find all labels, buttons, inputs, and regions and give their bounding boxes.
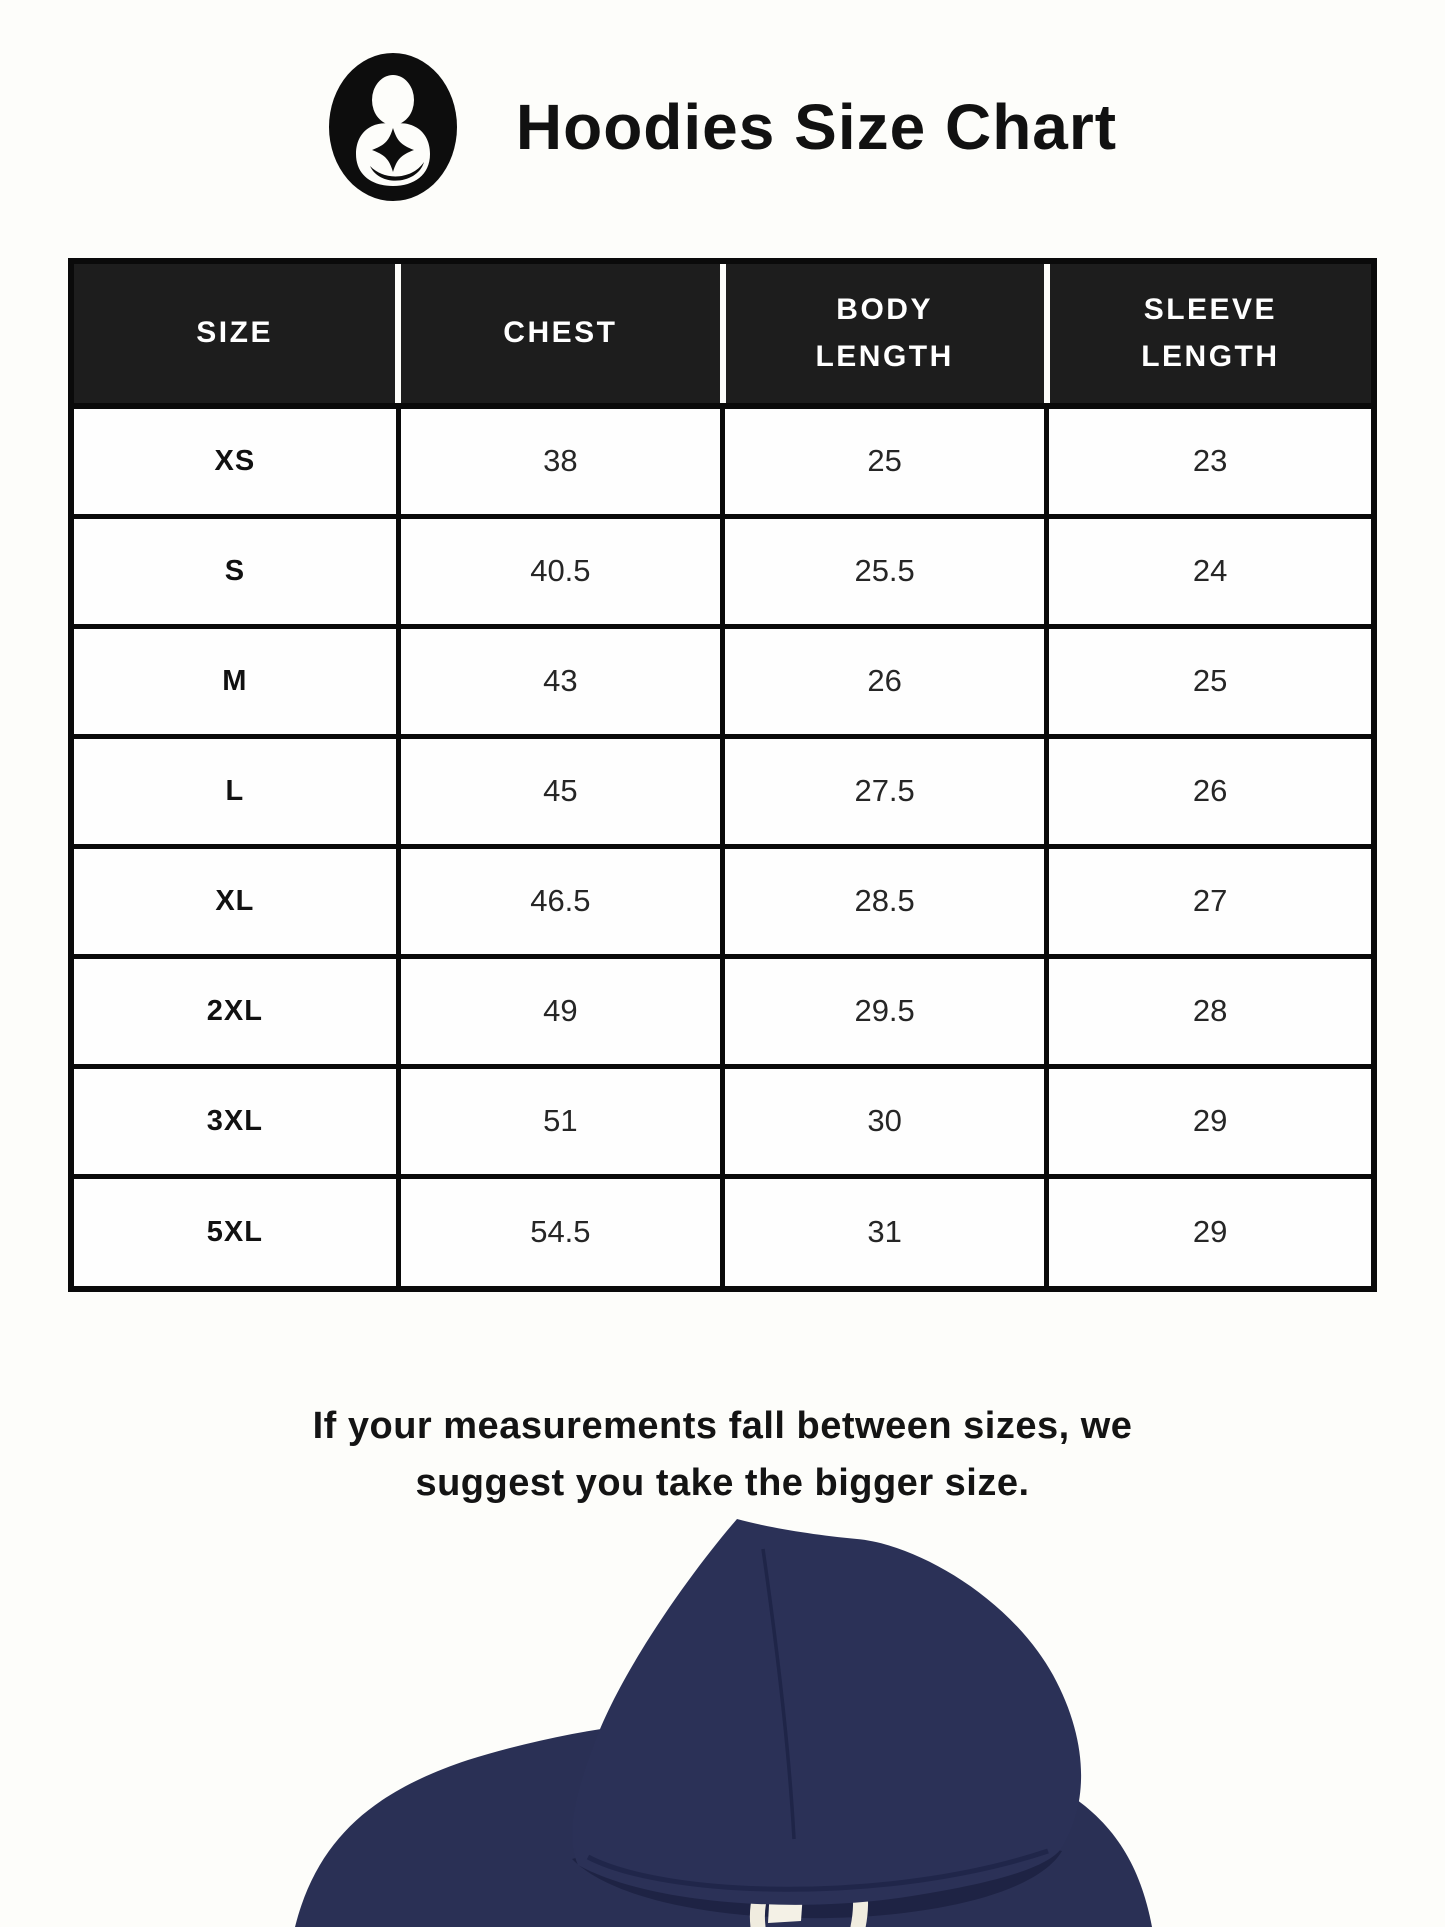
table-row — [74, 846, 1371, 956]
body-length-value: 28.5 — [723, 846, 1047, 956]
table-header-row — [74, 264, 1371, 406]
body-length-value: 29.5 — [723, 956, 1047, 1066]
sleeve-length-value: 26 — [1047, 736, 1371, 846]
table-row — [74, 516, 1371, 626]
column-header-sleeve-length: SLEEVE LENGTH — [1047, 264, 1371, 406]
chest-value: 43 — [398, 626, 722, 736]
body-length-value: 25 — [723, 406, 1047, 516]
sleeve-length-value: 29 — [1047, 1176, 1371, 1286]
table-row — [74, 1176, 1371, 1286]
table-row — [74, 736, 1371, 846]
body-length-value: 25.5 — [723, 516, 1047, 626]
size-label: 3XL — [74, 1066, 398, 1176]
sleeve-length-value: 27 — [1047, 846, 1371, 956]
body-length-value: 31 — [723, 1176, 1047, 1286]
chest-value: 49 — [398, 956, 722, 1066]
chest-value: 54.5 — [398, 1176, 722, 1286]
column-header-size: SIZE — [74, 264, 398, 406]
size-table-container — [68, 258, 1377, 1292]
chest-value: 46.5 — [398, 846, 722, 956]
navy-hoodie-photo — [0, 1507, 1445, 1927]
size-label: S — [74, 516, 398, 626]
size-label: XL — [74, 846, 398, 956]
body-length-value: 26 — [723, 626, 1047, 736]
fit-note — [0, 1398, 1445, 1512]
sleeve-length-value: 28 — [1047, 956, 1371, 1066]
table-row — [74, 626, 1371, 736]
body-length-value: 30 — [723, 1066, 1047, 1176]
size-label: 2XL — [74, 956, 398, 1066]
fit-note-line-2: suggest you take the bigger size. — [415, 1462, 1030, 1504]
chest-value: 40.5 — [398, 516, 722, 626]
brand-logo-icon — [328, 52, 458, 202]
size-label: L — [74, 736, 398, 846]
table-row — [74, 406, 1371, 516]
chest-value: 38 — [398, 406, 722, 516]
chest-value: 45 — [398, 736, 722, 846]
table-row — [74, 1066, 1371, 1176]
table-row — [74, 956, 1371, 1066]
column-header-chest: CHEST — [398, 264, 722, 406]
size-label: 5XL — [74, 1176, 398, 1286]
sleeve-length-value: 25 — [1047, 626, 1371, 736]
sleeve-length-value: 29 — [1047, 1066, 1371, 1176]
size-table — [74, 264, 1371, 1286]
size-label: M — [74, 626, 398, 736]
body-length-value: 27.5 — [723, 736, 1047, 846]
column-header-body-length: BODY LENGTH — [723, 264, 1047, 406]
size-label: XS — [74, 406, 398, 516]
fit-note-line-1: If your measurements fall between sizes, we — [312, 1405, 1133, 1447]
sleeve-length-value: 24 — [1047, 516, 1371, 626]
page-title: Hoodies Size Chart — [515, 91, 1118, 163]
brand-header — [0, 52, 1445, 202]
chest-value: 51 — [398, 1066, 722, 1176]
sleeve-length-value: 23 — [1047, 406, 1371, 516]
